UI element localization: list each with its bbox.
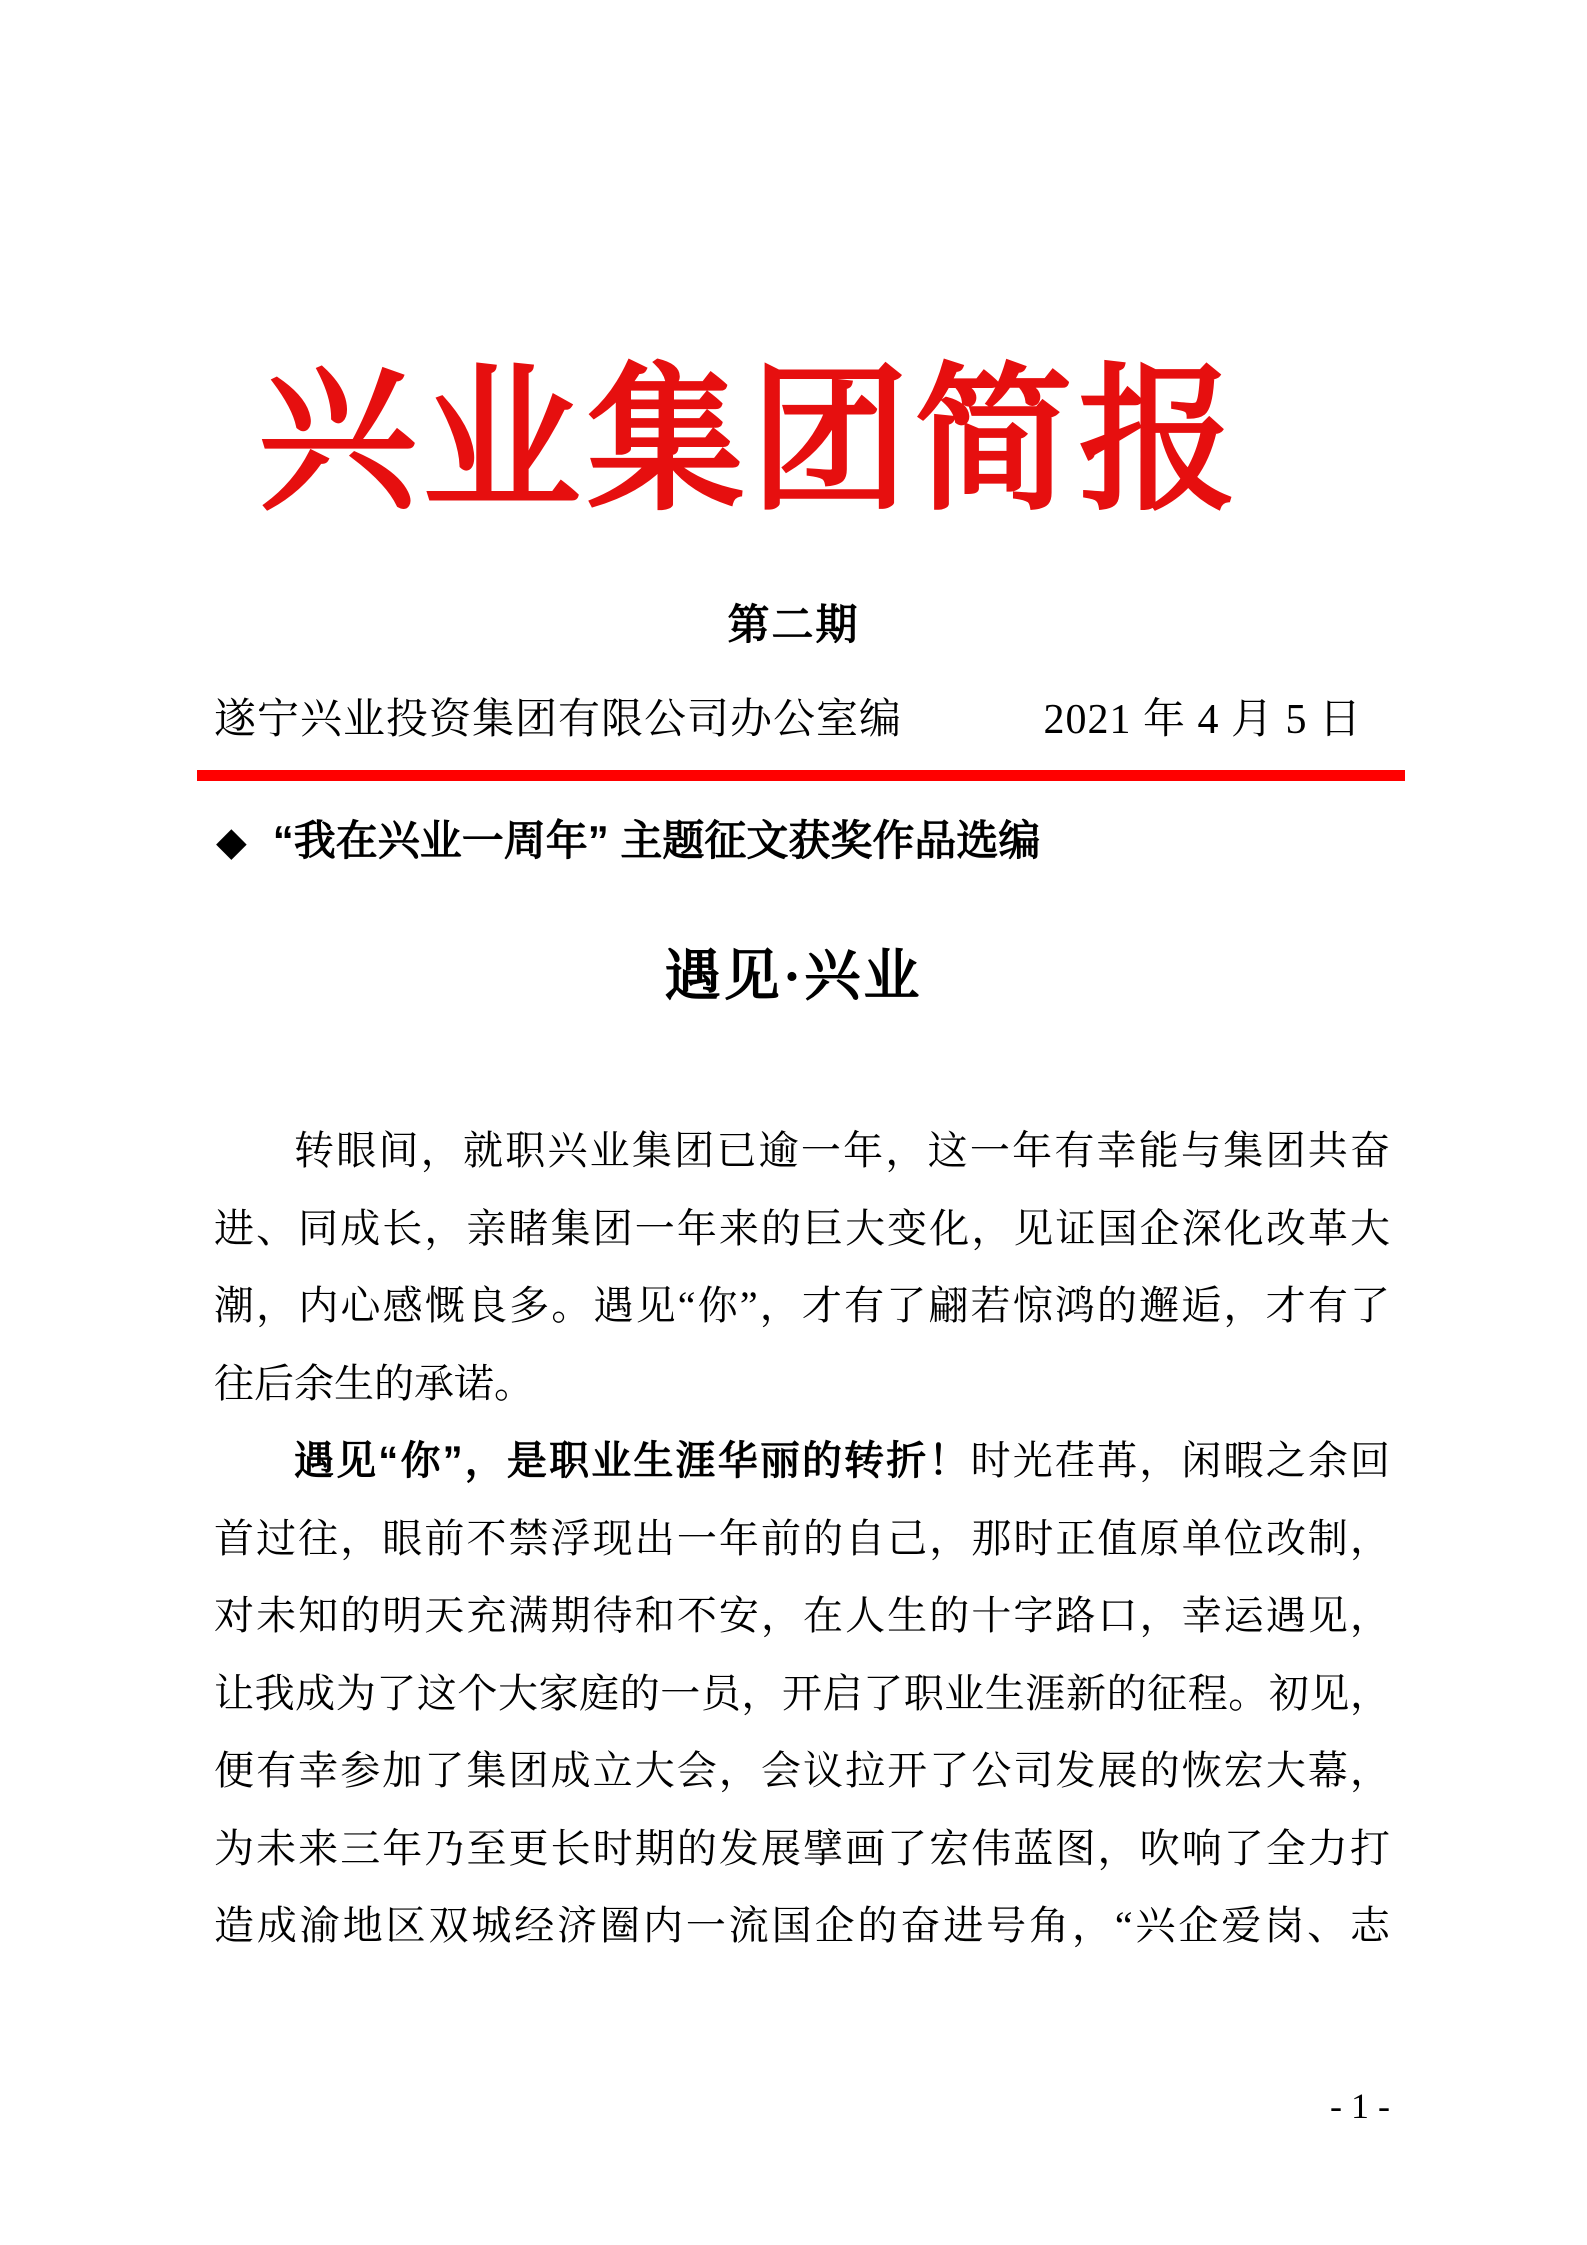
masthead-title: 兴业集团简报 <box>258 355 1243 530</box>
diamond-bullet-icon: ◆ <box>216 820 247 864</box>
divider-rule <box>197 770 1405 781</box>
body-line: 进、同成长，亲睹集团一年来的巨大变化，见证国企深化改革大 <box>214 1205 1390 1251</box>
bold-lead-in: 遇见“你”，是职业生涯华丽的转折！ <box>294 1439 971 1483</box>
masthead-info-row <box>214 692 1362 749</box>
article-body <box>214 1112 1390 1965</box>
body-line-text: 时光荏苒，闲暇之余回 <box>970 1438 1391 1483</box>
body-line: 潮，内心感慨良多。遇见“你”，才有了翩若惊鸿的邂逅，才有了 <box>214 1283 1390 1328</box>
issue-date: 2021 年 4 月 5 日 <box>1043 697 1362 743</box>
editor-credit: 遂宁兴业投资集团有限公司办公室编 <box>214 697 903 743</box>
body-line: 造成渝地区双城经济圈内一流国企的奋进号角，“兴企爱岗、志 <box>214 1903 1390 1948</box>
body-line: 往后余生的承诺。 <box>214 1360 534 1406</box>
body-line <box>214 1422 1390 1500</box>
issue-label: 第二期 <box>727 601 860 648</box>
page-number: - 1 - <box>1330 2086 1390 2126</box>
body-line: 便有幸参加了集团成立大会，会议拉开了公司发展的恢宏大幕， <box>214 1748 1390 1793</box>
topic-row <box>216 815 1040 868</box>
body-line: 让我成为了这个大家庭的一员，开启了职业生涯新的征程。初见， <box>214 1670 1390 1716</box>
body-line: 为未来三年乃至更长时期的发展擘画了宏伟蓝图，吹响了全力打 <box>214 1825 1390 1871</box>
article-title: 遇见·兴业 <box>664 946 923 1008</box>
body-line: 首过往，眼前不禁浮现出一年前的自己，那时正值原单位改制， <box>214 1515 1390 1561</box>
body-line: 对未知的明天充满期待和不安，在人生的十字路口，幸运遇见， <box>214 1593 1390 1638</box>
topic-title: “我在兴业一周年” 主题征文获奖作品选编 <box>272 817 1041 864</box>
body-line: 转眼间，就职兴业集团已逾一年，这一年有幸能与集团共奋 <box>294 1128 1390 1173</box>
